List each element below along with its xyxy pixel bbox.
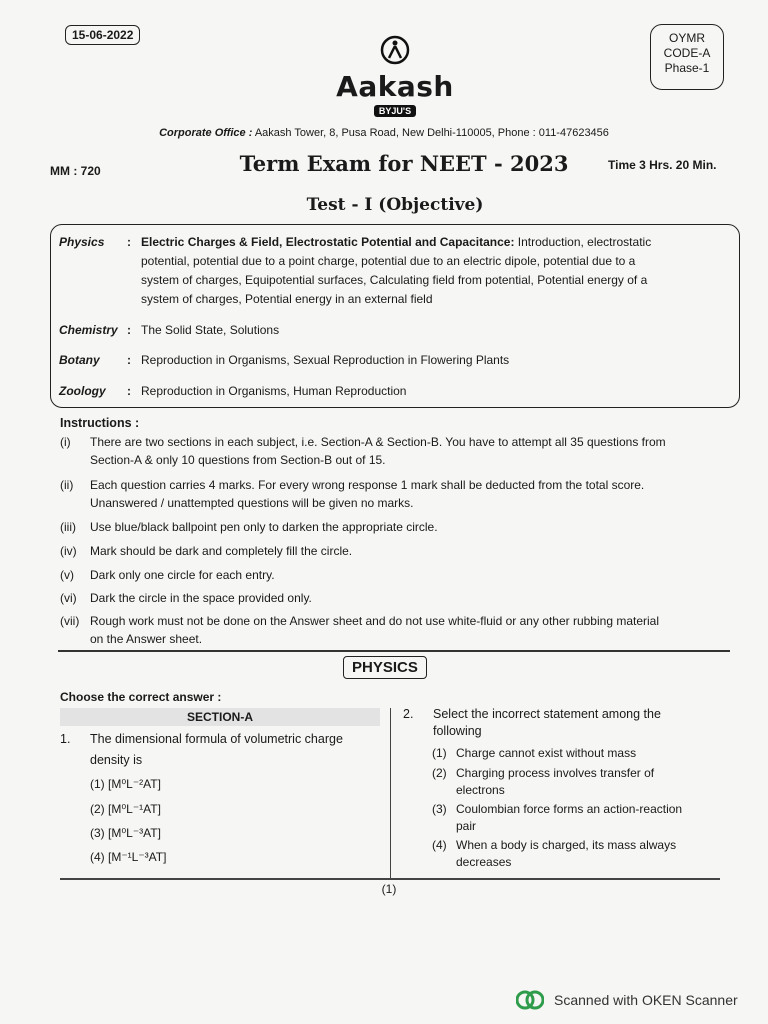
syllabus-topics: Reproduction in Organisms, Human Reproduction (141, 384, 407, 398)
logo-sub: BYJU'S (374, 105, 416, 117)
option-number: (1) (432, 746, 447, 760)
q1-option (90, 802, 161, 816)
instruction-line: Dark the circle in the space provided only. (90, 591, 312, 605)
section-a-heading: SECTION-A (60, 708, 380, 726)
syllabus-row-botany: Botany : Reproduction in Organisms, Sexual Reproduction in Flowering Plants (59, 351, 731, 370)
syllabus-line: system of charges, Equipotential surfaces, Calculating field from potential, Potential energy of a (141, 273, 648, 287)
instruction-item (60, 433, 730, 469)
question-number: 1. (60, 732, 71, 746)
instructions-heading: Instructions : (60, 416, 140, 430)
corporate-text: Aakash Tower, 8, Pusa Road, New Delhi-110005, Phone : 011-47623456 (252, 127, 609, 139)
option-text: [M⁰L⁻³AT] (108, 826, 161, 840)
option-text: Charge cannot exist without mass (456, 746, 637, 760)
instruction-line: Section-A & only 10 questions from Section-B out of 15. (90, 453, 386, 467)
instruction-line: Unanswered / unattempted questions will be given no marks. (90, 496, 414, 510)
syllabus-box (50, 224, 740, 408)
instruction-number: (i) (60, 435, 71, 449)
instruction-item (60, 566, 730, 584)
code-line: CODE-A (663, 46, 711, 60)
syllabus-row-chemistry: Chemistry : The Solid State, Solutions (59, 321, 731, 340)
syllabus-line: potential, potential due to a point charge, potential due to an electric dipole, potential due to a (141, 254, 636, 268)
instruction-line: Rough work must not be done on the Answer sheet and do not use white-fluid or any other rubbing material (90, 614, 660, 628)
instruction-number: (iii) (60, 520, 76, 534)
date-box: 15-06-2022 (65, 25, 140, 45)
question-number: 2. (403, 707, 414, 721)
option-number: (2) (432, 766, 447, 780)
option-text: Charging process involves transfer of (456, 766, 655, 780)
exam-time: Time 3 Hrs. 20 Min. (608, 158, 717, 172)
option-text: decreases (456, 855, 512, 869)
question-line: following (433, 724, 482, 738)
page-title: Term Exam for NEET - 2023 (239, 151, 569, 176)
syllabus-topics: The Solid State, Solutions (141, 323, 280, 337)
q1-option (90, 826, 161, 840)
q1-option (90, 777, 161, 791)
q2-option (432, 745, 727, 762)
instruction-line: Dark only one circle for each entry. (90, 568, 275, 582)
question-2 (403, 706, 725, 740)
option-number: (3) (432, 802, 447, 816)
option-number: (1) (90, 777, 105, 791)
divider (58, 650, 730, 652)
option-number: (3) (90, 826, 105, 840)
syllabus-topics: Reproduction in Organisms, Sexual Reproduction in Flowering Plants (141, 353, 510, 367)
instruction-item (60, 589, 730, 607)
q2-option (432, 765, 727, 799)
oken-scanner-icon (516, 990, 544, 1010)
aakash-emblem-icon (379, 34, 411, 66)
syllabus-subject: Zoology (59, 384, 106, 398)
option-text: [M⁰L⁻²AT] (108, 777, 161, 791)
footer-divider (60, 878, 720, 880)
syllabus-row-physics: Physics : Electric Charges & Field, Electrostatic Potential and Capacitance: Introduction, electrostatic potential, potential due to a point charge, potential due to an electric dipole, potential due to a system of charges, Equipotential surfaces, Calculating field from potential, Potential energy of a system of charges, Potential energy in an external field (59, 233, 731, 309)
instruction-item (60, 518, 730, 536)
test-subtitle: Test - I (Objective) (306, 195, 484, 215)
syllabus-subject: Chemistry (59, 323, 118, 337)
option-text: [M⁻¹L⁻³AT] (108, 850, 167, 864)
instruction-line: Mark should be dark and completely fill the circle. (90, 544, 353, 558)
syllabus-subject: Botany (59, 353, 100, 367)
syllabus-bold: Electric Charges & Field, Electrostatic Potential and Capacitance: (141, 235, 515, 249)
instruction-line: Use blue/black ballpoint pen only to darken the appropriate circle. (90, 520, 438, 534)
question-line: density is (90, 753, 143, 767)
aakash-logo (330, 34, 460, 119)
option-number: (2) (90, 802, 105, 816)
page-number: (1) (381, 882, 397, 896)
syllabus-topics (141, 233, 731, 309)
physics-heading: PHYSICS (343, 656, 427, 679)
code-line: Phase-1 (664, 61, 710, 75)
max-marks: MM : 720 (50, 164, 101, 178)
column-divider (390, 708, 391, 878)
question-line: Select the incorrect statement among the (433, 707, 661, 721)
option-number: (4) (90, 850, 105, 864)
corporate-office (0, 127, 768, 139)
syllabus-line: system of charges, Potential energy in an external field (141, 292, 433, 306)
instruction-item (60, 542, 730, 560)
instruction-item (60, 612, 730, 648)
instruction-line: Each question carries 4 marks. For every wrong response 1 mark shall be deducted from the total score. (90, 478, 645, 492)
instruction-line: There are two sections in each subject, i.e. Section-A & Section-B. You have to attempt all 35 questions from (90, 435, 666, 449)
option-text: Coulombian force forms an action-reaction (456, 802, 683, 816)
instruction-number: (iv) (60, 544, 77, 558)
option-text: electrons (456, 783, 505, 797)
option-text: pair (456, 819, 477, 833)
option-text: [M⁰L⁻¹AT] (108, 802, 161, 816)
code-line: OYMR (669, 31, 705, 45)
syllabus-subject: Physics (59, 235, 105, 249)
q2-option (432, 801, 727, 835)
instruction-number: (v) (60, 568, 74, 582)
syllabus-line: Introduction, electrostatic (514, 235, 652, 249)
q2-option (432, 837, 727, 871)
instruction-number: (vi) (60, 591, 77, 605)
corporate-label: Corporate Office : (159, 127, 253, 139)
option-text: When a body is charged, its mass always (456, 838, 677, 852)
logo-name: Aakash (336, 70, 454, 103)
instruction-item (60, 476, 730, 512)
q1-option (90, 850, 166, 864)
scanner-text: Scanned with OKEN Scanner (554, 992, 738, 1008)
instruction-number: (vii) (60, 614, 80, 628)
syllabus-row-zoology: Zoology : Reproduction in Organisms, Human Reproduction (59, 382, 731, 401)
code-box (650, 24, 724, 90)
choose-answer: Choose the correct answer : (60, 690, 222, 704)
question-line: The dimensional formula of volumetric charge (90, 732, 343, 746)
question-1 (60, 729, 380, 771)
instruction-line: on the Answer sheet. (90, 632, 203, 646)
option-number: (4) (432, 838, 447, 852)
scanner-watermark (516, 990, 738, 1010)
instruction-number: (ii) (60, 478, 74, 492)
